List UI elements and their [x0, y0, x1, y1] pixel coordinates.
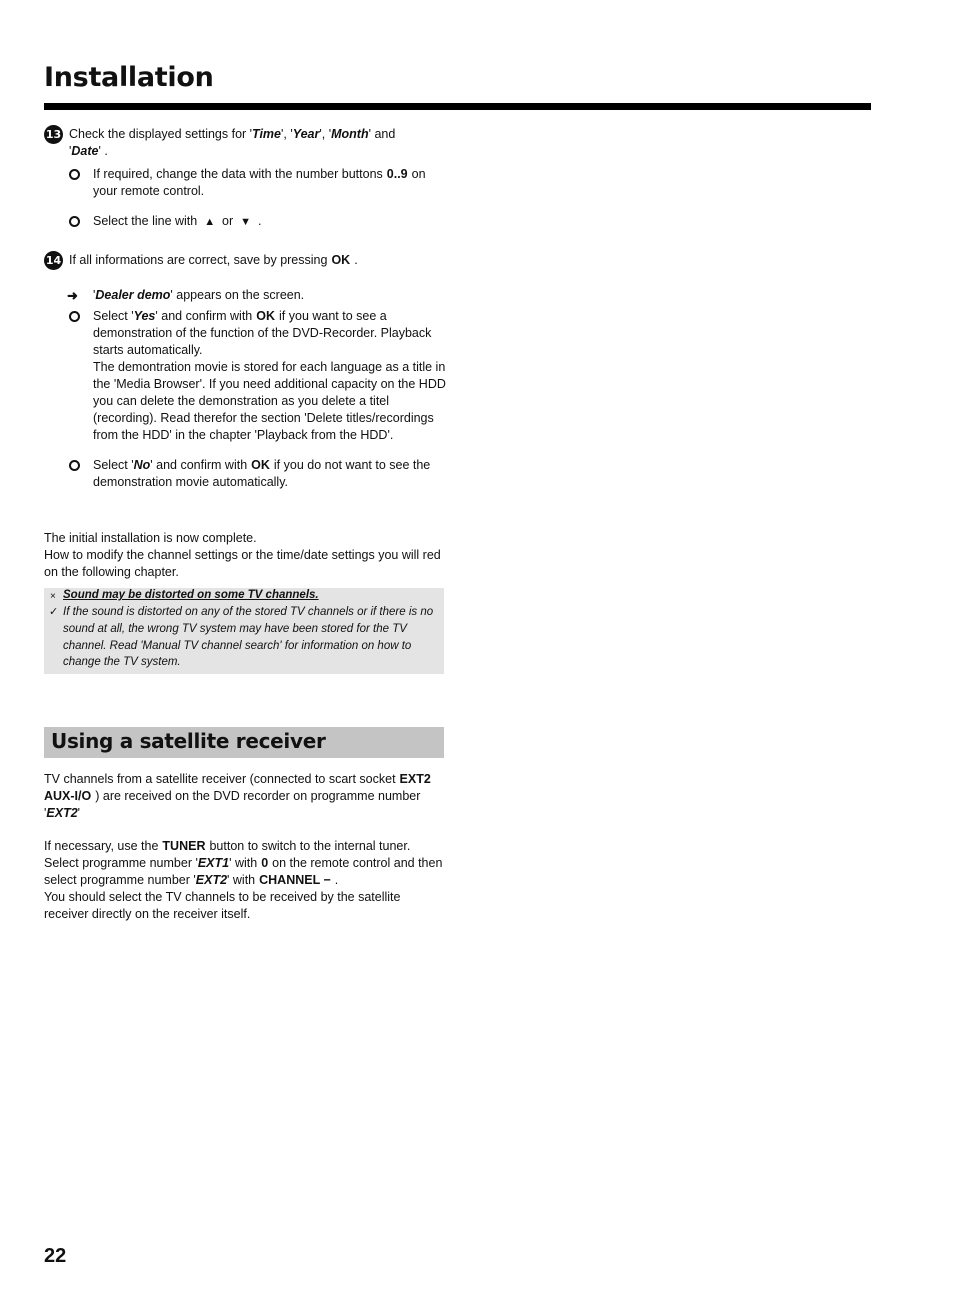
button-ref-ok: OK	[256, 309, 276, 323]
keyword-no: No	[133, 458, 151, 472]
tip-box	[44, 588, 444, 674]
list-item: ➜ 'Dealer demo' appears on the screen.	[67, 288, 305, 303]
circle-bullet-icon	[69, 169, 80, 180]
up-arrow-icon: ▲	[204, 216, 216, 228]
button-ref-0: 0	[261, 856, 269, 870]
right-arrow-icon: ➜	[67, 288, 78, 303]
down-arrow-icon: ▼	[240, 216, 251, 228]
list-item: Select the line with ▲ or ▼ .	[44, 213, 446, 231]
step-number-14: 14	[44, 251, 63, 270]
page-number: 22	[44, 1245, 67, 1267]
cross-icon: ×	[50, 591, 56, 602]
circle-bullet-icon	[69, 311, 80, 322]
keyword-date: Date	[71, 144, 99, 158]
keyword-month: Month	[331, 127, 369, 141]
section-title: Using a satellite receiver	[51, 729, 326, 753]
keyword-dealer-demo: Dealer demo	[95, 288, 171, 302]
list-item: Select 'Yes' and confirm with OK if you want to see a demonstration of the function of the DVD-Recorder. Playback starts automatically. The demontration movie is stored for each language as a title in the 'Media Browser'. If you need additional capacity on the HDD you can delete the demonstration as you delete a titel (recording). Read therefor the section 'Delete titles/recordings from the HDD' in the chapter 'Playback from the HDD'.	[44, 308, 446, 448]
button-ref-0-9: 0..9	[386, 167, 408, 181]
step-14-text: If all informations are correct, save by pressing OK .	[69, 253, 358, 267]
list-item: If required, change the data with the number buttons 0..9 on your remote control.	[44, 166, 446, 202]
title-rule	[44, 103, 871, 110]
keyword-yes: Yes	[133, 309, 156, 323]
step-number-13: 13	[44, 125, 63, 144]
circle-bullet-icon	[69, 216, 80, 227]
keyword-time: Time	[252, 127, 281, 141]
keyword-ext2: EXT2	[46, 806, 78, 820]
check-icon: ✓	[49, 606, 59, 618]
list-item: Select 'No' and confirm with OK if you do not want to see the demonstration movie automatically.	[44, 457, 446, 493]
keyword-ext2: EXT2	[195, 873, 228, 887]
tip-body: If the sound is distorted on any of the stored TV channels or if there is no sound at all, the wrong TV system may have been stored for the TV channel. Read 'Manual TV channel search' for information on how to change the TV system.	[63, 606, 434, 669]
page-title: Installation	[44, 62, 214, 93]
button-ref-ok: OK	[251, 458, 270, 472]
satellite-paragraph-1: TV channels from a satellite receiver (connected to scart socket EXT2 AUX-I/O ) are received on the DVD recorder on programme number 'EXT2'	[44, 772, 431, 820]
section-header	[44, 727, 444, 758]
satellite-paragraph-2: If necessary, use the TUNER button to switch to the internal tuner. Select programme number 'EXT1' with 0 on the remote control and then select programme number 'EXT2' with CHANNEL − . You should select the TV channels to be received by the satellite receiver directly on the receiver itself.	[44, 839, 443, 921]
button-ref-ext2: EXT2 AUX-I/O	[44, 772, 431, 803]
keyword-ext1: EXT1	[197, 856, 230, 870]
tip-heading: Sound may be distorted on some TV channels.	[63, 589, 319, 601]
completion-paragraph: The initial installation is now complete. How to modify the channel settings or the time/date settings you will red on the following chapter.	[44, 531, 441, 579]
circle-bullet-icon	[69, 460, 80, 471]
button-ref-tuner: TUNER	[162, 839, 206, 853]
button-ref-channel-minus: CHANNEL −	[259, 873, 331, 887]
button-ref-ok: OK	[331, 253, 351, 267]
step-13-text: Check the displayed settings for 'Time', 'Year', 'Month' and 'Date' .	[69, 127, 396, 158]
step-13	[44, 125, 446, 165]
step-14	[44, 251, 446, 273]
keyword-year: Year	[292, 127, 320, 141]
